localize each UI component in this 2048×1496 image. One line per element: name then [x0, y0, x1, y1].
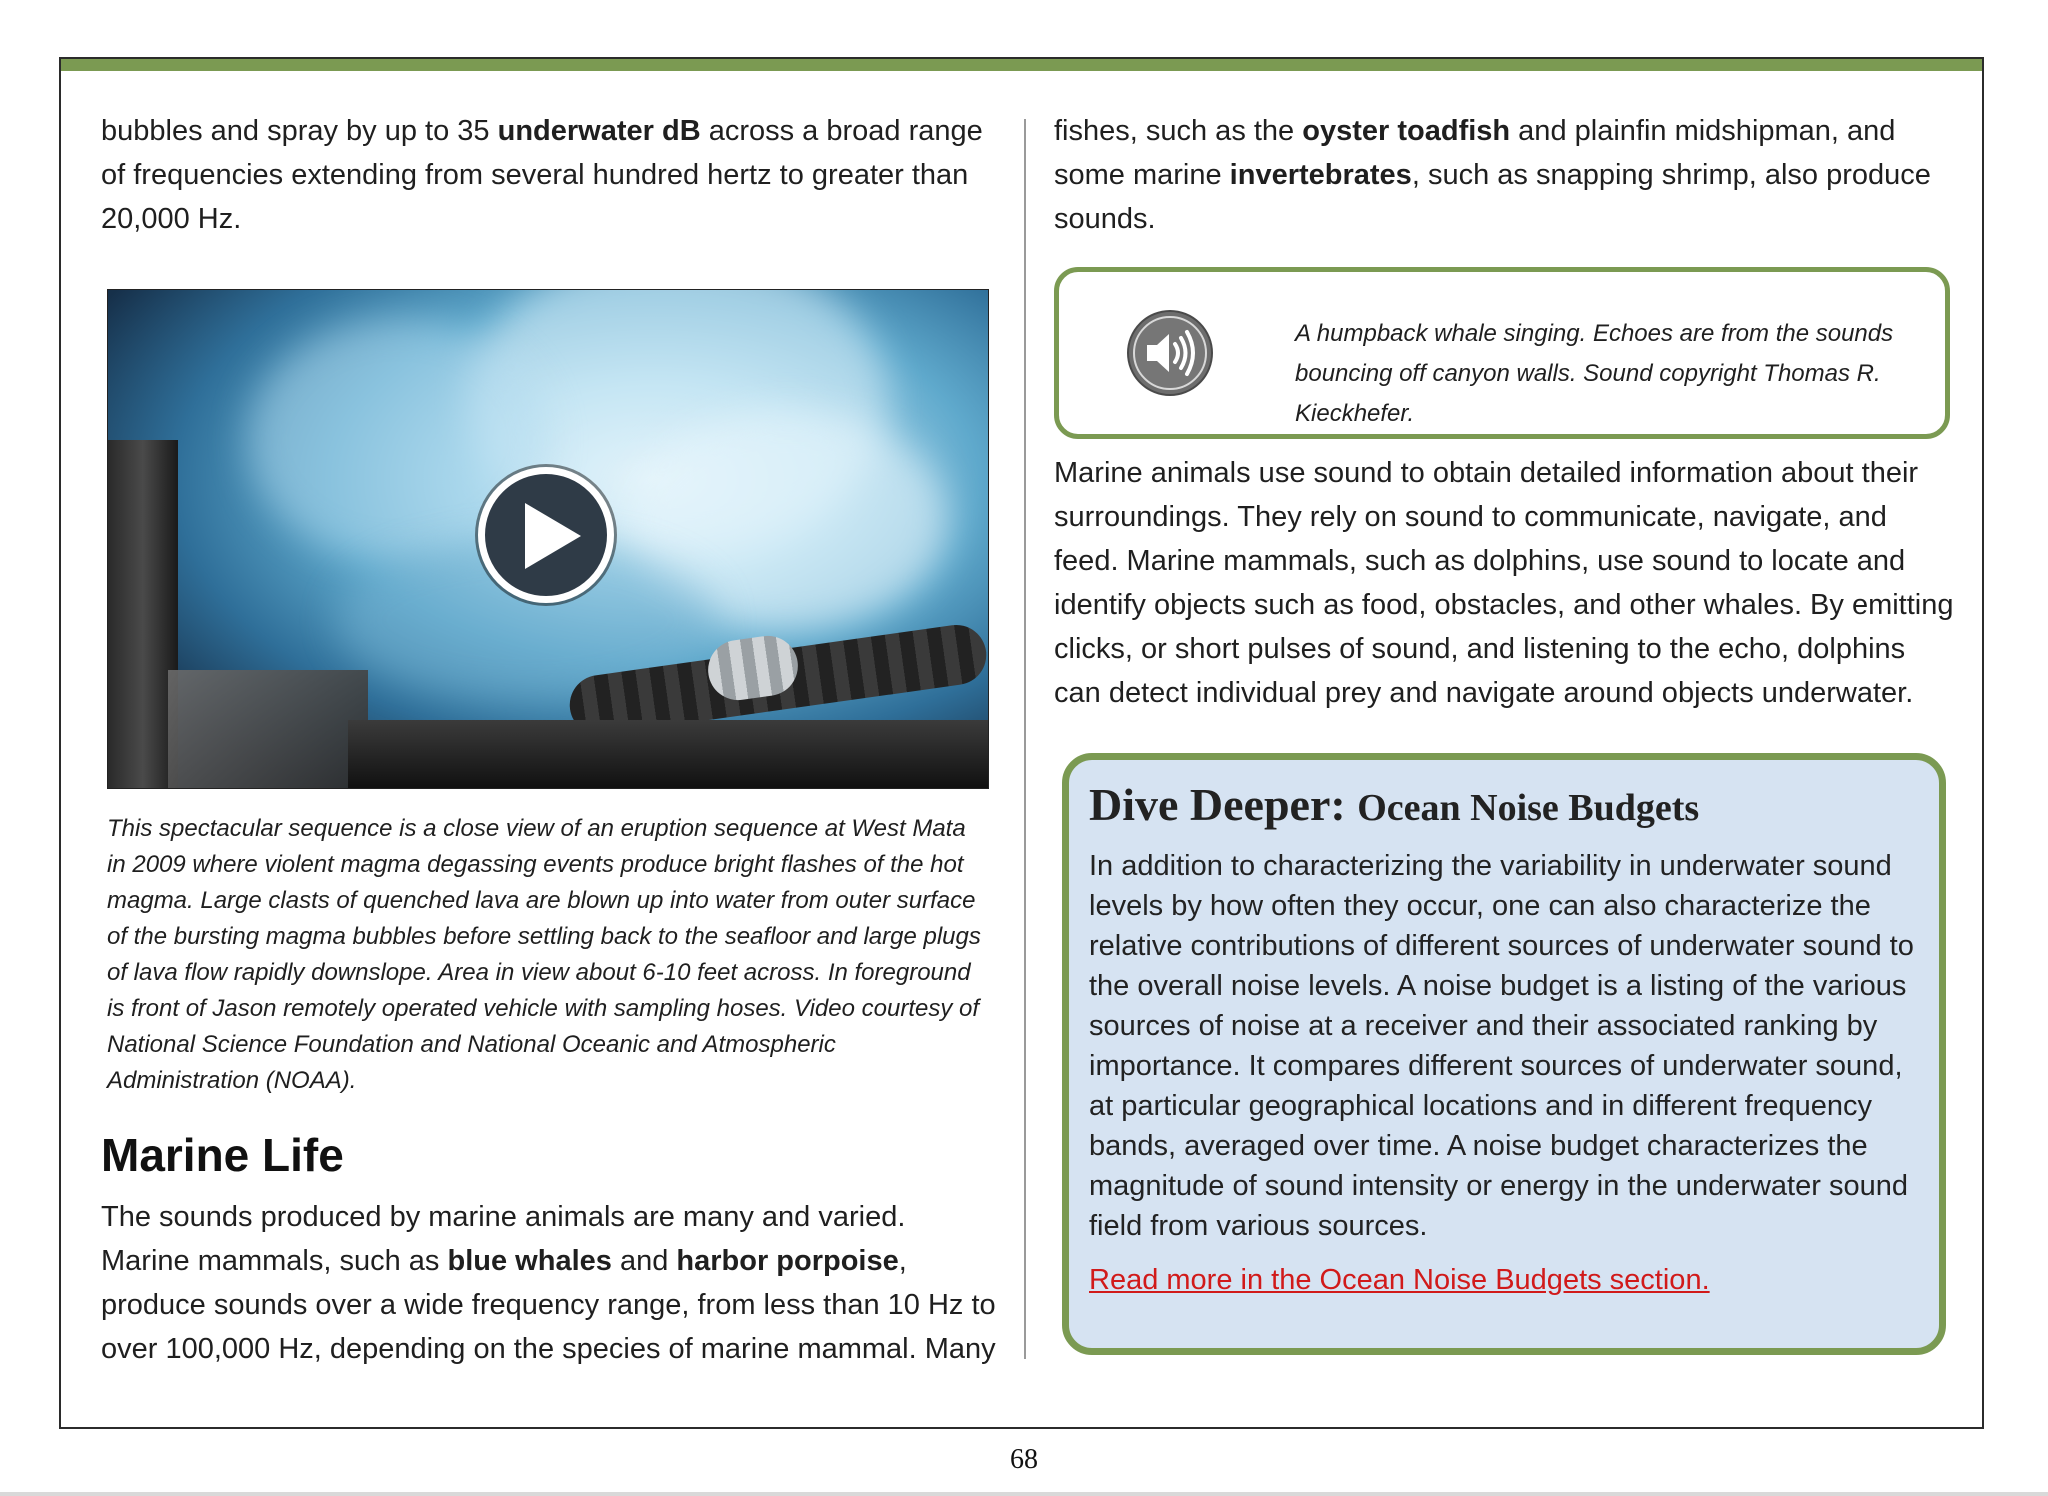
top-accent-bar: [61, 59, 1982, 71]
read-more-link[interactable]: Read more in the Ocean Noise Budgets section.: [1089, 1264, 1710, 1296]
column-divider: [1024, 119, 1026, 1359]
right-column: [1054, 109, 1954, 1355]
section-heading-marine-life: Marine Life: [101, 1129, 344, 1181]
left-column: [101, 109, 1001, 1371]
video-caption: This spectacular sequence is a close view of an eruption sequence at West Mata in 2009 where violent magma degassing events produce bright flashes of the hot magma. Large clasts of quenched lava are blown up into water from outer surface of the bursting magma bubbles before settling back to the seafloor and large plugs of lava flow rapidly downslope. Area in view about 6-10 feet across. In foreground is front of Jason remotely operated vehicle with sampling hoses. Video courtesy of National Science Foundation and National Oceanic and Atmospheric Administration (NOAA).: [107, 815, 981, 1094]
bottom-rule: [0, 1492, 2048, 1496]
video-player[interactable]: [107, 289, 989, 789]
sound-paragraph: Marine animals use sound to obtain detailed information about their surroundings. They rely on sound to communicate, navigate, and feed. Marine mammals, such as dolphins, use sound to locate and identify objects such as food, obstacles, and other whales. By emitting clicks, or short pulses of sound, and listening to the echo, dolphins can detect individual prey and navigate around objects underwater.: [1054, 457, 1954, 709]
continued-paragraph: fishes, such as the oyster toadfish and plainfin midshipman, and some marine invertebrates, such as snapping shrimp, also produce sounds.: [1054, 115, 1931, 235]
intro-paragraph: bubbles and spray by up to 35 underwater dB across a broad range of frequencies extending from several hundred hertz to greater than 20,000 Hz.: [101, 115, 983, 235]
speaker-icon[interactable]: [1125, 308, 1215, 398]
dive-deeper-text: In addition to characterizing the variability in underwater sound levels by how often they occur, one can also characterize the relative contributions of different sources of underwater sound to the overall noise levels. A noise budget is a listing of the various sources of noise at a receiver and their associated ranking by importance. It compares different sources of underwater sound, at particular geographical locations and in different frequency bands, averaged over time. A noise budget characterizes the magnitude of sound intensity or energy in the underwater sound field from various sources.: [1089, 850, 1914, 1242]
marine-life-paragraph: The sounds produced by marine animals are many and varied. Marine mammals, such as blue whales and harbor porpoise, produce sounds over a wide frequency range, from less than 10 Hz to over 100,000 Hz, depending on the species of marine mammal. Many: [101, 1201, 996, 1365]
page-frame: [59, 57, 1984, 1429]
play-button[interactable]: [478, 467, 614, 603]
page-number: 68: [1010, 1444, 1038, 1475]
audio-caption: A humpback whale singing. Echoes are from the sounds bouncing off canyon walls. Sound copyright Thomas R. Kieckhefer.: [1295, 320, 1894, 427]
dive-deeper-title: Dive Deeper: Ocean Noise Budgets: [1089, 779, 1700, 830]
audio-player: [1054, 267, 1950, 439]
dive-deeper-box: [1062, 753, 1946, 1355]
play-icon: [521, 501, 583, 571]
